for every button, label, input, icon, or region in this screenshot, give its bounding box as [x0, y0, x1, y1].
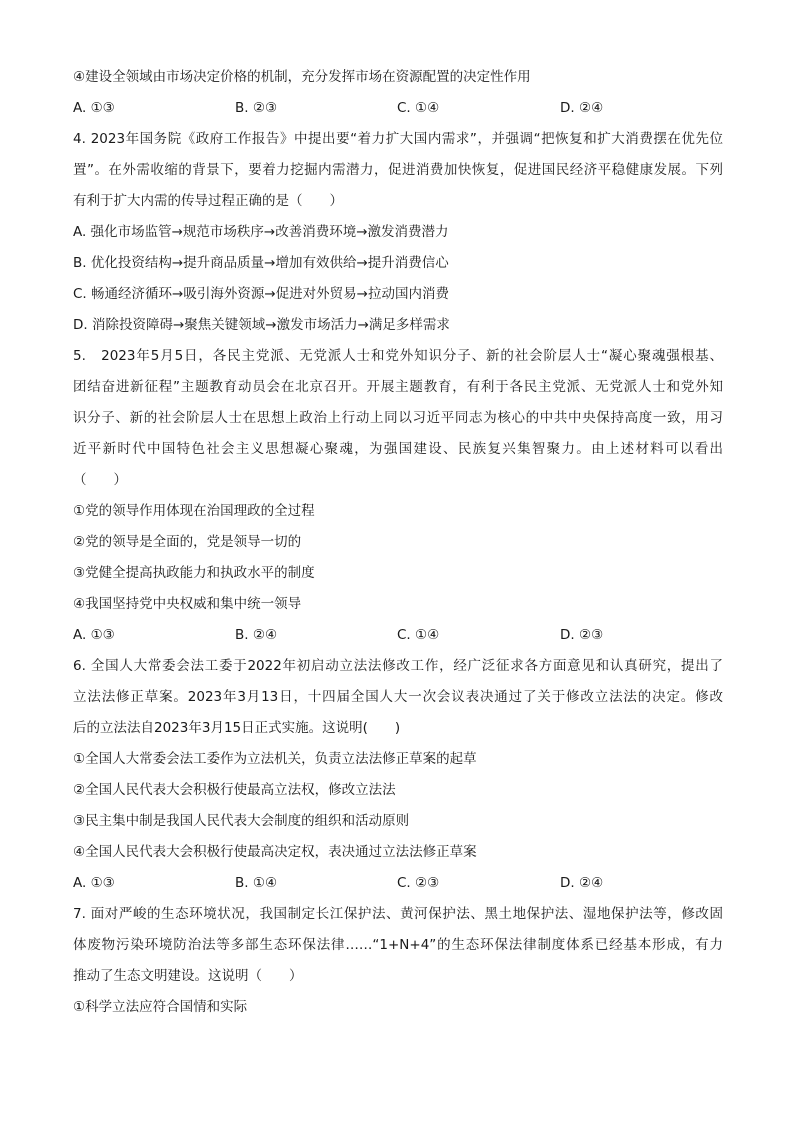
- q6-stem-line-1: 6. 全国人大常委会法工委于2022年初启动立法法修改工作，经广泛征求各方面意见和认真研究，提出了: [73, 658, 723, 674]
- q6-statement-2: ②全国人民代表大会积极行使最高立法权，修改立法法: [73, 782, 396, 798]
- q4-option-b[interactable]: B. 优化投资结构→提升商品质量→增加有效供给→提升消费信心: [73, 255, 449, 271]
- q3-options: [73, 93, 723, 124]
- q5-option-a[interactable]: A. ①③: [73, 627, 115, 643]
- q6-option-c[interactable]: C. ②③: [397, 875, 440, 891]
- q3-option-b[interactable]: B. ②③: [235, 100, 278, 116]
- q6-option-b[interactable]: B. ①④: [235, 875, 278, 891]
- q3-option-d[interactable]: D. ②④: [560, 100, 604, 116]
- q5-statement-4: ④我国坚持党中央权威和集中统一领导: [73, 596, 302, 612]
- q6-options: [73, 868, 723, 899]
- q6-option-d[interactable]: D. ②④: [560, 875, 604, 891]
- q4-option-c[interactable]: C. 畅通经济循环→吸引海外资源→促进对外贸易→拉动国内消费: [73, 286, 449, 302]
- q5-option-c[interactable]: C. ①④: [397, 627, 440, 643]
- q3-statement-4: ④建设全领域由市场决定价格的机制，充分发挥市场在资源配置的决定性作用: [73, 69, 531, 85]
- q4-option-a[interactable]: A. 强化市场监管→规范市场秩序→改善消费环境→激发消费潜力: [73, 224, 449, 240]
- q7-stem-line-1: 7. 面对严峻的生态环境状况，我国制定长江保护法、黄河保护法、黑土地保护法、湿地保护法等，修改固: [73, 906, 723, 922]
- q6-statement-3: ③民主集中制是我国人民代表大会制度的组织和活动原则: [73, 813, 410, 829]
- q3-option-c[interactable]: C. ①④: [397, 100, 440, 116]
- q5-statement-3: ③党健全提高执政能力和执政水平的制度: [73, 565, 315, 581]
- q4-option-d[interactable]: D. 消除投资障碍→聚焦关键领域→激发市场活力→满足多样需求: [73, 317, 450, 333]
- q7-stem-line-2: 体废物污染环境防治法等多部生态环保法律……“1+N+4”的生态环保法律制度体系已经基本形成，有力: [73, 937, 723, 953]
- q3-option-a[interactable]: A. ①③: [73, 100, 115, 116]
- q7-stem-line-3: 推动了生态文明建设。这说明（ ）: [73, 968, 303, 984]
- q5-statement-2: ②党的领导是全面的，党是领导一切的: [73, 534, 302, 550]
- q7-statement-1: ①科学立法应符合国情和实际: [73, 999, 248, 1015]
- q6-stem-line-3: 后的立法法自2023年3月15日正式实施。这说明( ): [73, 720, 401, 736]
- q4-stem-line-1: 4. 2023年国务院《政府工作报告》中提出要“着力扩大国内需求”，并强调“把恢复和扩大消费摆在优先位: [73, 131, 723, 147]
- q6-stem-line-2: 立法法修正草案。2023年3月13日，十四届全国人大一次会议表决通过了关于修改立法法的决定。修改: [73, 689, 723, 705]
- q4-stem-line-3: 有利于扩大内需的传导过程正确的是（ ）: [73, 193, 343, 209]
- q6-option-a[interactable]: A. ①③: [73, 875, 115, 891]
- q5-option-d[interactable]: D. ②③: [560, 627, 604, 643]
- q5-stem-line-2: 团结奋进新征程”主题教育动员会在北京召开。开展主题教育，有利于各民主党派、无党派人士和党外知: [73, 379, 723, 395]
- q6-statement-1: ①全国人大常委会法工委作为立法机关，负责立法法修正草案的起草: [73, 751, 477, 767]
- q5-stem-line-3: 识分子、新的社会阶层人士在思想上政治上行动上同以习近平同志为核心的中共中央保持高度一致，用习: [73, 410, 723, 426]
- exam-page: [73, 62, 723, 1023]
- q5-stem-line-4: 近平新时代中国特色社会主义思想凝心聚魂，为强国建设、民族复兴集智聚力。由上述材料可以看出: [73, 441, 723, 457]
- q5-stem-line-1: 5. 2023年5月5日，各民主党派、无党派人士和党外知识分子、新的社会阶层人士“凝心聚魂强根基、: [73, 348, 723, 364]
- q5-option-b[interactable]: B. ②④: [235, 627, 278, 643]
- q4-stem-line-2: 置”。在外需收缩的背景下，要着力挖掘内需潜力，促进消费加快恢复，促进国民经济平稳健康发展。下列: [73, 162, 723, 178]
- q5-statement-1: ①党的领导作用体现在治国理政的全过程: [73, 503, 315, 519]
- q5-stem-line-5: （ ）: [73, 472, 127, 488]
- q6-statement-4: ④全国人民代表大会积极行使最高决定权，表决通过立法法修正草案: [73, 844, 477, 860]
- q5-options: [73, 620, 723, 651]
